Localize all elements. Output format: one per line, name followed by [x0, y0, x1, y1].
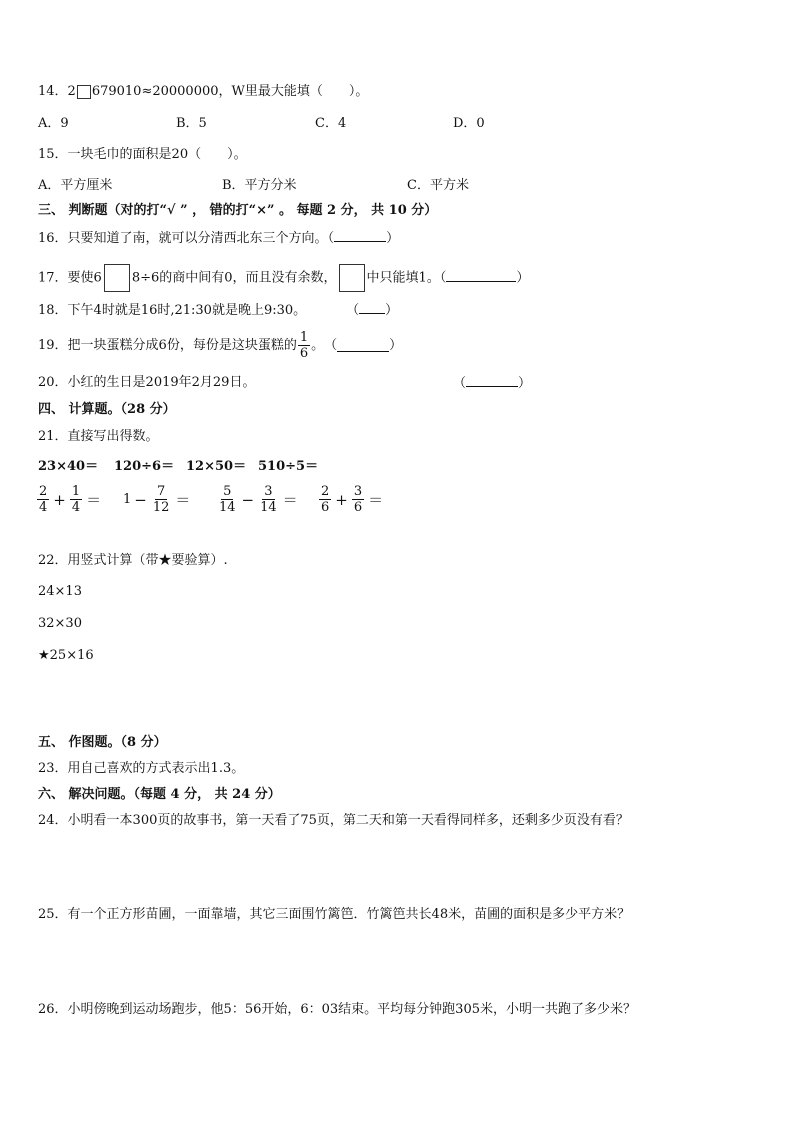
question-14: 14．2 679010≈20000000，W里最大能填（ ）。 [38, 84, 369, 99]
option-b[interactable]: B．5 [176, 116, 207, 131]
answer-slot-20: （ ） [453, 376, 532, 391]
option-c[interactable]: C．平方米 [407, 178, 469, 193]
question-20: 20．小红的生日是2019年2月29日。 [38, 375, 256, 390]
calc-item: 120÷6＝ [114, 459, 175, 474]
question-19: 19． 把一块蛋糕分成6份，每份是这块蛋糕的 $\frac{1}{6}$ 。 （ ） [38, 330, 403, 361]
calc-item: 32×30 [38, 616, 82, 631]
option-a[interactable]: A．平方厘米 [38, 178, 113, 193]
answer-blank[interactable] [446, 269, 516, 282]
answer-blank[interactable] [334, 229, 386, 242]
fraction-expression-a: $\frac{2}{4}$ + $\frac{1}{4}$ ＝ [39, 484, 102, 515]
question-21: 21．直接写出得数。 [38, 429, 159, 444]
question-22: 22．用竖式计算（带★要验算）. [38, 553, 228, 568]
option-a[interactable]: A．9 [38, 116, 69, 131]
question-25: 25．有一个正方形苗圃，一面靠墙，其它三面围竹篱笆．竹篱笆共长48米，苗圃的面积是多少平方米？ [38, 907, 631, 922]
section-heading-3: 三、 判断题（对的打“√ ” ， 错的打“×” 。 每题 2 分， 共 10 分） [38, 203, 438, 218]
option-c[interactable]: C．4 [315, 116, 347, 131]
section-heading-6: 六、 解决问题。（每题 4 分， 共 24 分） [38, 787, 281, 802]
option-b[interactable]: B．平方分米 [222, 178, 297, 193]
question-number: 14． [38, 84, 68, 99]
question-18: 18．下午4时就是16时,21:30就是晚上9:30。 （ ） [38, 303, 399, 318]
calc-item: 24×13 [38, 584, 82, 599]
fraction-expression-b: 1 − $\frac{7}{12}$ ＝ [123, 484, 191, 515]
answer-box[interactable] [339, 264, 365, 292]
answer-blank[interactable] [337, 339, 389, 352]
calc-item: 510÷5＝ [258, 459, 319, 474]
answer-box[interactable] [104, 264, 130, 292]
option-d[interactable]: D．0 [453, 116, 485, 131]
answer-box[interactable] [77, 85, 91, 99]
question-24: 24．小明看一本300页的故事书，第一天看了75页，第二天和第一天看得同样多，还剩多少页没有看？ [38, 813, 629, 828]
section-heading-5: 五、 作图题。（8 分） [38, 735, 167, 750]
question-17: 17．要使6 8÷6的商中间有0，而且没有余数， 中只能填1。（ ） [38, 264, 529, 292]
calc-item: ★25×16 [38, 648, 94, 663]
fraction: $\frac{1}{6}$ [299, 330, 309, 361]
question-16: 16．只要知道了南，就可以分清西北东三个方向。（ ） [38, 231, 400, 246]
section-heading-4: 四、 计算题。（28 分） [38, 402, 176, 417]
fraction-expression-d: $\frac{2}{6}$ + $\frac{3}{6}$ ＝ [321, 484, 384, 515]
question-15: 15．一块毛巾的面积是20（ ）。 [38, 147, 247, 162]
question-number: 15． [38, 147, 68, 162]
fraction-expression-c: $\frac{5}{14}$ − $\frac{3}{14}$ ＝ [219, 484, 298, 515]
question-23: 23．用自己喜欢的方式表示出1.3。 [38, 761, 245, 776]
calc-item: 12×50＝ [186, 459, 247, 474]
calc-item: 23×40＝ [38, 459, 99, 474]
answer-blank[interactable] [359, 301, 385, 314]
question-26: 26．小明傍晚到运动场跑步，他5：56开始，6：03结束。平均每分钟跑305米，小明一共跑了多少米？ [38, 1002, 636, 1017]
answer-blank[interactable] [466, 374, 518, 387]
